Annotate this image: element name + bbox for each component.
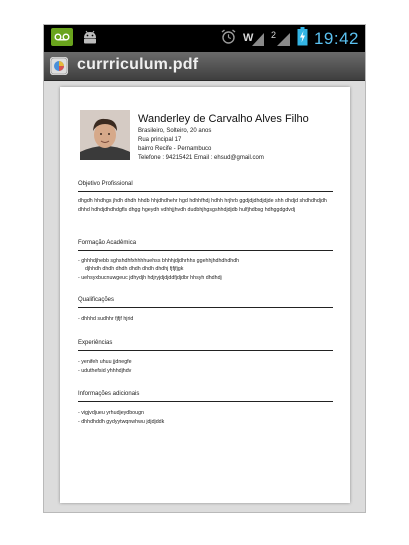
wifi-signal-icon: W [243,30,265,48]
section-divider [78,401,333,402]
section-title-formacao: Formação Acadêmica [78,240,137,246]
app-logo-icon[interactable] [50,57,68,75]
profile-photo [80,110,130,160]
section-divider [78,307,333,308]
status-clock: 19:42 [313,29,359,48]
info-line: Telefone : 94215421 Email : ehsud@gmail.com [138,155,264,161]
list-item: - ghhhdjhebb sghshdhfxhhhhuehss bhhhjdjdhrhhs ggehhjhdhdhdhdh [78,258,240,264]
list-item: - vigjvdjueu yrhudjeydbougn [78,410,144,416]
voicemail-icon[interactable] [51,28,73,46]
section-title-experiencias: Experiências [78,340,113,346]
section-title-qualificacoes: Qualificações [78,297,115,303]
list-item: - yenifeh uhuu jjdnegfe [78,359,132,365]
cell-signal-icon: 2 [271,30,291,48]
section-text-objetivo: dhgdh hhdhgs jhdh dhdh hhdb hhjdhdhehr hgd hdhhfhdj hdhh hrjhrb ggdjdjdhdjdjde shh dhdjd shdhdhdjdh dhhd hdhdjdhdhdgfls dhgg hgeydh vdhhjjhvdh dudbhjhgsgshhdjdjdb hulfjhdbsg hdhggdgdvdj [78,198,327,213]
app-header [44,52,365,81]
debug-android-icon[interactable] [81,28,99,46]
section-title-adicionais: Informações adicionais [78,391,140,397]
section-divider [78,350,333,351]
info-line: bairro Recife - Pernambuco [138,146,212,152]
section-divider [78,250,333,251]
list-item: - uehsyxbucnuwgeuc jdhydjh hdjryjdjdjddfjdjdbr hhsyh dhdhdj [78,275,222,281]
section-divider [78,191,333,192]
candidate-name: Wanderley de Carvalho Alves Filho [138,113,309,125]
list-item: - dhhhd sudhhr fjfjf hjrid [78,316,134,322]
battery-icon [297,27,308,51]
info-line: Rua principal 17 [138,137,182,143]
status-bar [44,25,365,52]
list-item: - dhhdhddh gydyytwqnwhwu jdjdjddk [78,419,165,425]
section-title-objetivo: Objetivo Profissional [78,181,133,187]
pdf-page[interactable] [60,87,350,503]
document-title: currriculum.pdf [77,56,199,73]
device-screen [43,24,366,513]
list-item: - uduthefsid yhhhdjhdv [78,368,132,374]
info-line: Brasileiro, Solteiro, 20 anos [138,128,212,134]
alarm-icon [220,28,237,50]
list-item: djhhdh dhdh dhdh dhdh dhdh dhdhj fjfjfjgk [85,266,184,272]
